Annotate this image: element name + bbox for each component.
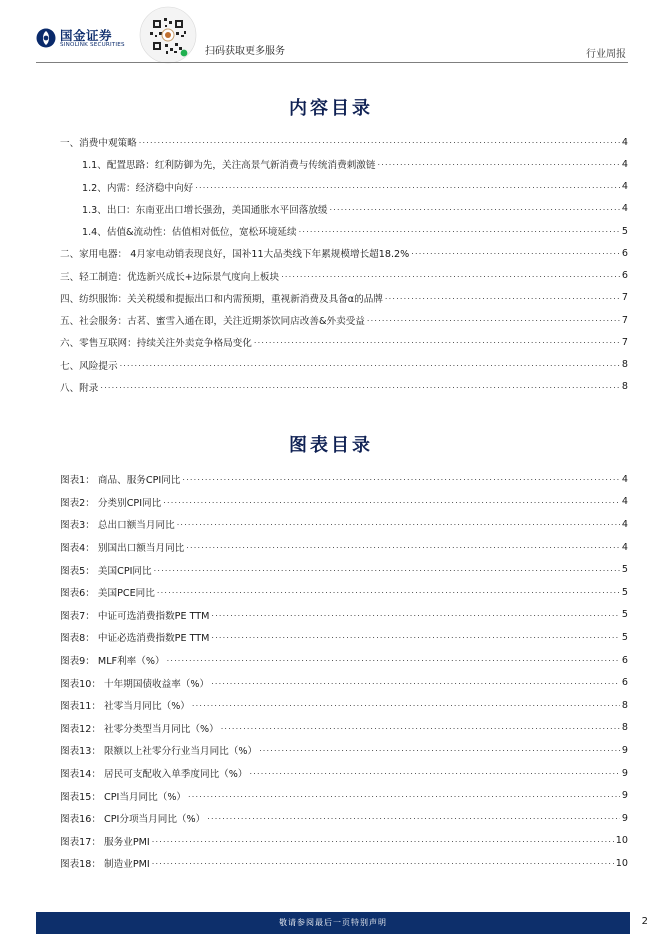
dot-leader [188,789,620,801]
toc-entry-page-number: 7 [621,292,628,304]
toc-entry[interactable] [60,198,628,220]
dot-leader [330,202,620,214]
document-type: 行业周报 [586,49,626,60]
dot-leader [163,495,620,507]
dot-leader [152,834,614,846]
company-logo [36,26,132,52]
figure-entry[interactable] [60,649,628,672]
dot-leader [177,517,620,529]
toc-entry-page-number: 8 [621,359,628,371]
figure-entry[interactable] [60,694,628,717]
figure-entry-page-number: 4 [621,518,628,530]
figure-entry[interactable] [60,717,628,740]
figure-entry-label: 图表17： 服务业PMI [60,836,150,848]
scan-for-services-text: 扫码获取更多服务 [205,46,285,57]
figure-entry[interactable] [60,581,628,604]
toc-entry[interactable] [60,131,628,153]
toc-entry-page-number: 8 [621,381,628,393]
figure-entry[interactable] [60,739,628,762]
dot-leader [100,380,620,392]
figure-entry-page-number: 10 [615,857,628,869]
dot-leader [186,540,620,552]
dot-leader [221,721,620,733]
page-number: 2 [641,916,648,927]
figure-entry[interactable] [60,762,628,785]
toc-entry-page-number: 4 [621,203,628,215]
toc-entry[interactable] [60,153,628,175]
toc-entry[interactable] [60,265,628,287]
toc-entry-label: 五、社会服务：古茗、蜜雪入通在即，关注近期茶饮同店改善&外卖受益 [60,316,365,328]
dot-leader [207,811,620,823]
dot-leader [211,676,620,688]
dot-leader [249,766,619,778]
dot-leader [167,653,620,665]
dot-leader [377,157,619,169]
toc-entry-page-number: 6 [621,247,628,259]
figure-entry-label: 图表10： 十年期国债收益率（%） [60,678,210,690]
toc-entry[interactable] [60,176,628,198]
toc-entry[interactable] [60,309,628,331]
figure-entry-page-number: 5 [621,631,628,643]
figure-entry-label: 图表18： 制造业PMI [60,859,150,871]
figure-entry-page-number: 9 [621,790,628,802]
dot-leader [367,313,620,325]
dot-leader [281,269,620,281]
dot-leader [195,180,620,192]
toc-entry-label: 三、轻工制造：优选新兴成长+边际景气度向上板块 [60,271,280,283]
figure-entry[interactable] [60,536,628,559]
dot-leader [299,224,620,236]
figure-entry-label: 图表9： MLF利率（%） [60,656,165,668]
dot-leader [154,563,620,575]
figure-entry[interactable] [60,671,628,694]
figure-entry-label: 图表13： 限额以上社零分行业当月同比（%） [60,746,258,758]
dot-leader [254,335,620,347]
dot-leader [385,291,620,303]
header-divider [36,62,628,63]
dot-leader [192,698,620,710]
figure-entry-page-number: 5 [621,609,628,621]
dot-leader [182,472,619,484]
page-footer [0,912,662,936]
figure-entry[interactable] [60,491,628,514]
toc-entry-label: 四、纺织服饰：关关税缓和提振出口和内需预期，重视新消费及具备α的品牌 [60,293,383,305]
dot-leader [120,358,620,370]
disclaimer-bar[interactable]: 敬请参阅最后一页特别声明 [36,912,630,934]
figure-entry[interactable] [60,807,628,830]
figure-entry[interactable] [60,852,628,875]
figure-entry-label: 图表15： CPI当月同比（%） [60,791,187,803]
toc-entry-label: 七、风险提示 [60,360,118,372]
figures-title: 图表目录 [289,435,373,456]
contents-title: 内容目录 [289,98,373,119]
figure-entry[interactable] [60,513,628,536]
figure-entry-page-number: 6 [621,677,628,689]
figure-entry-page-number: 6 [621,654,628,666]
figure-entry-page-number: 8 [621,699,628,711]
figure-entry-page-number: 4 [621,541,628,553]
toc-entry[interactable] [60,220,628,242]
figure-entry[interactable] [60,558,628,581]
toc-entry-label: 1.1、配置思路：红利防御为先，关注高景气新消费与传统消费刺激链 [82,160,376,172]
dot-leader [157,585,620,597]
figure-entry-page-number: 10 [615,835,628,847]
toc-entry[interactable] [60,354,628,376]
figure-entry[interactable] [60,830,628,853]
toc-entry-label: 六、零售互联网：持续关注外卖竞争格局变化 [60,338,252,350]
company-name-cn: 国金证券 [60,28,113,43]
figure-entry-label: 图表1： 商品、服务CPI同比 [60,475,181,487]
figure-entry-label: 图表2： 分类别CPI同比 [60,497,162,509]
figure-entry-page-number: 4 [621,473,628,485]
toc-entry-page-number: 4 [621,181,628,193]
dot-leader [259,743,620,755]
qr-code-icon[interactable] [139,6,197,64]
toc-entry-page-number: 5 [621,225,628,237]
figure-entry-page-number: 9 [621,744,628,756]
figure-entry-label: 图表14： 居民可支配收入单季度同比（%） [60,769,248,781]
figure-entry-label: 图表7： 中证可选消费指数PE TTM [60,610,210,622]
figure-entry[interactable] [60,784,628,807]
figures-list [60,468,628,875]
toc-entry-page-number: 7 [621,336,628,348]
company-name-en: SINOLINK SECURITIES [60,42,125,48]
figure-entry-page-number: 5 [621,586,628,598]
toc-entry-page-number: 4 [621,158,628,170]
figure-entry-page-number: 4 [621,496,628,508]
figure-entry-label: 图表5： 美国CPI同比 [60,565,152,577]
figure-entry-page-number: 8 [621,722,628,734]
figure-entry-label: 图表11： 社零当月同比（%） [60,701,190,713]
figure-entry[interactable] [60,468,628,491]
figure-entry-page-number: 5 [621,564,628,576]
toc-entry[interactable] [60,242,628,264]
figure-entry-page-number: 9 [621,767,628,779]
toc-entry[interactable] [60,376,628,398]
figure-entry-page-number: 9 [621,812,628,824]
figure-entry[interactable] [60,604,628,627]
page-header [0,0,662,66]
figure-entry-label: 图表6： 美国PCE同比 [60,588,155,600]
figure-entry-label: 图表4： 别国出口额当月同比 [60,543,185,555]
dot-leader [152,856,614,868]
toc-entry-page-number: 6 [621,270,628,282]
toc-entry-label: 1.3、出口：东南亚出口增长强劲，美国通胀水平回落放缓 [82,204,328,216]
toc-entry-label: 1.2、内需：经济稳中向好 [82,182,194,194]
toc-entry-label: 1.4、估值&流动性：估值相对低位，宽松环境延续 [82,227,297,239]
figure-entry-label: 图表12： 社零分类型当月同比（%） [60,723,219,735]
figure-entry-label: 图表3： 总出口额当月同比 [60,520,175,532]
dot-leader [411,246,620,258]
dot-leader [211,630,619,642]
toc-entry[interactable] [60,287,628,309]
figure-entry[interactable] [60,626,628,649]
toc-entry[interactable] [60,331,628,353]
sinolink-logo-icon [36,28,56,48]
figure-entry-label: 图表8： 中证必选消费指数PE TTM [60,633,210,645]
contents-list [60,131,628,398]
toc-entry-label: 二、家用电器： 4月家电动销表现良好，国补11大品类线下年累规模增长超18.2% [60,249,410,261]
toc-entry-page-number: 4 [621,136,628,148]
toc-entry-page-number: 7 [621,314,628,326]
dot-leader [211,608,619,620]
toc-entry-label: 八、附录 [60,382,99,394]
figure-entry-label: 图表16： CPI分项当月同比（%） [60,814,206,826]
dot-leader [139,135,620,147]
toc-entry-label: 一、消费中观策略 [60,138,137,150]
